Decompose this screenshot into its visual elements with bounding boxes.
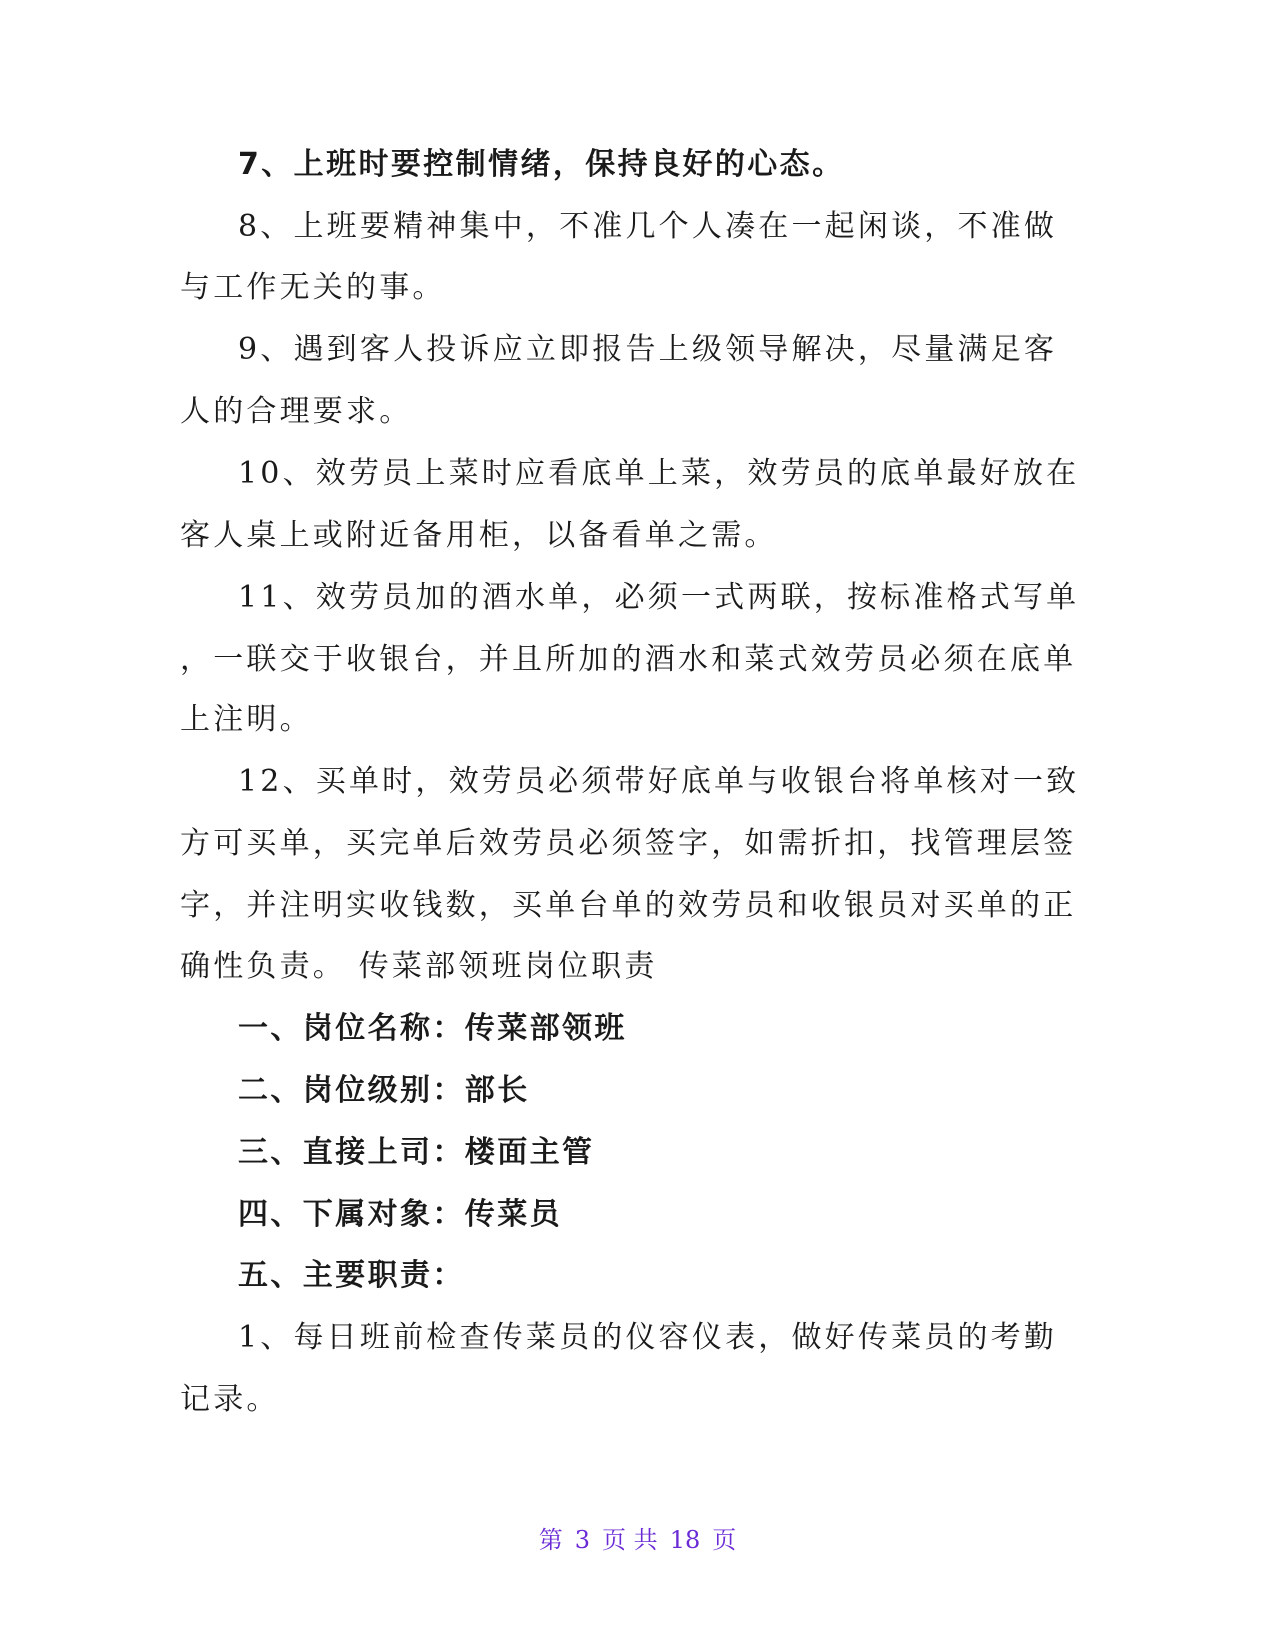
paragraph-12-line-3: 字，并注明实收钱数，买单台单的效劳员和收银员对买单的正 — [180, 888, 1077, 923]
job-level-heading: 二、岗位级别：部长 — [238, 1073, 530, 1108]
paragraph-8-line-1: 8、上班要精神集中，不准几个人凑在一起闲谈，不准做 — [238, 209, 1058, 244]
page-label-mid: 页 共 — [602, 1526, 658, 1554]
job-title-heading: 一、岗位名称：传菜部领班 — [238, 1011, 627, 1046]
direct-supervisor-heading: 三、直接上司：楼面主管 — [238, 1135, 595, 1170]
page-label-prefix: 第 — [538, 1526, 563, 1554]
paragraph-11-line-2: ，一联交于收银台，并且所加的酒水和菜式效劳员必须在底单 — [180, 642, 1077, 677]
paragraph-10-line-1: 10、效劳员上菜时应看底单上菜，效劳员的底单最好放在 — [238, 456, 1080, 491]
paragraph-9-line-2: 人的合理要求。 — [180, 394, 413, 429]
main-duties-heading: 五、主要职责： — [238, 1258, 465, 1293]
duty-1-line-2: 记录。 — [180, 1382, 280, 1417]
duty-1-line-1: 1、每日班前检查传菜员的仪容仪表，做好传菜员的考勤 — [238, 1320, 1058, 1355]
current-page-number: 3 — [574, 1526, 591, 1554]
total-pages-number: 18 — [669, 1526, 701, 1554]
page-label-suffix: 页 — [712, 1526, 737, 1554]
paragraph-8-line-2: 与工作无关的事。 — [180, 270, 446, 305]
paragraph-11-line-1: 11、效劳员加的酒水单，必须一式两联，按标准格式写单 — [238, 580, 1080, 615]
paragraph-12-line-4: 确性负责。 传菜部领班岗位职责 — [180, 949, 658, 984]
paragraph-11-line-3: 上注明。 — [180, 702, 313, 737]
paragraph-12-line-2: 方可买单，买完单后效劳员必须签字，如需折扣，找管理层签 — [180, 826, 1077, 861]
paragraph-9-line-1: 9、遇到客人投诉应立即报告上级领导解决，尽量满足客 — [238, 332, 1058, 367]
page-number-footer — [0, 1525, 1275, 1555]
paragraph-7: 7、上班时要控制情绪，保持良好的心态。 — [238, 147, 845, 182]
paragraph-12-line-1: 12、买单时，效劳员必须带好底单与收银台将单核对一致 — [238, 764, 1080, 799]
paragraph-10-line-2: 客人桌上或附近备用柜，以备看单之需。 — [180, 518, 778, 553]
subordinates-heading: 四、下属对象：传菜员 — [238, 1197, 562, 1232]
